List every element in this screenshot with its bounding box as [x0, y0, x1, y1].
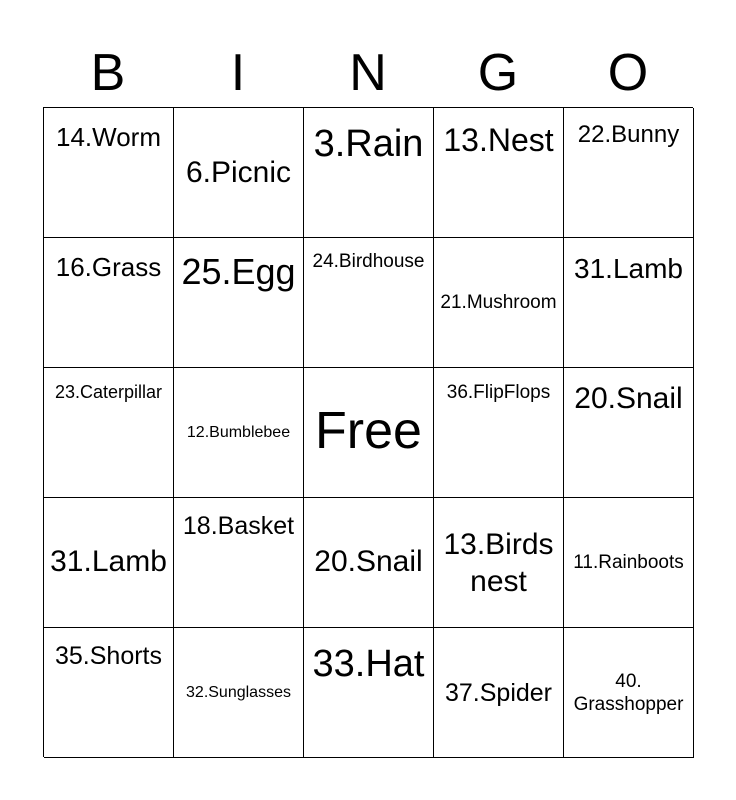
- cell-label: 32.Sunglasses: [186, 684, 291, 701]
- bingo-cell: [174, 628, 304, 758]
- bingo-board: [43, 107, 693, 757]
- bingo-cell: [174, 238, 304, 368]
- bingo-header: [43, 42, 693, 104]
- bingo-cell: [174, 368, 304, 498]
- cell-label: 31.Lamb: [574, 253, 683, 284]
- cell-label: 22.Bunny: [577, 121, 680, 148]
- cell-label: 13.Nest: [443, 122, 554, 158]
- bingo-cell: [434, 368, 564, 498]
- bingo-cell: [44, 498, 174, 628]
- cell-label: 31.Lamb: [50, 545, 167, 578]
- cell-label: 6.Picnic: [185, 156, 292, 189]
- cell-label: 14.Worm: [56, 122, 161, 152]
- cell-label: 13.Birds nest: [443, 528, 554, 598]
- cell-label: 25.Egg: [181, 251, 296, 292]
- free-space: [304, 368, 434, 498]
- cell-label: 20.Snail: [574, 382, 683, 415]
- cell-label: 40. Grasshopper: [573, 671, 684, 715]
- bingo-cell: [434, 108, 564, 238]
- bingo-cell: [44, 628, 174, 758]
- cell-label: 20.Snail: [314, 545, 423, 578]
- bingo-cell: [434, 498, 564, 628]
- bingo-cell: [564, 238, 694, 368]
- cell-label: 21.Mushroom: [440, 292, 557, 313]
- bingo-cell: [564, 108, 694, 238]
- cell-label: 33.Hat: [312, 643, 425, 685]
- header-letter-i: I: [230, 44, 246, 102]
- bingo-cell: [174, 108, 304, 238]
- bingo-cell: [174, 498, 304, 628]
- cell-label: 24.Birdhouse: [312, 251, 425, 272]
- header-letter-b: B: [90, 44, 126, 102]
- bingo-cell: [44, 238, 174, 368]
- cell-label: 16.Grass: [55, 252, 162, 282]
- cell-label: 36.FlipFlops: [446, 382, 551, 403]
- bingo-cell: [564, 368, 694, 498]
- bingo-cell: [434, 238, 564, 368]
- cell-label: 37.Spider: [444, 679, 553, 707]
- cell-label: 23.Caterpillar: [54, 382, 163, 402]
- bingo-cell: [304, 498, 434, 628]
- cell-label: 11.Rainboots: [573, 552, 684, 573]
- header-letter-g: G: [477, 44, 519, 102]
- cell-label: 18.Basket: [182, 512, 295, 540]
- bingo-cell: [44, 108, 174, 238]
- bingo-cell: [564, 628, 694, 758]
- bingo-cell: [304, 238, 434, 368]
- cell-label: 35.Shorts: [54, 642, 162, 670]
- header-letter-n: N: [349, 44, 387, 102]
- bingo-cell: [44, 368, 174, 498]
- bingo-cell: [304, 628, 434, 758]
- free-space-label: Free: [315, 402, 422, 460]
- bingo-cell: [434, 628, 564, 758]
- bingo-cell: [564, 498, 694, 628]
- bingo-cell: [304, 108, 434, 238]
- header-letter-o: O: [607, 44, 649, 102]
- cell-label: 3.Rain: [313, 123, 424, 165]
- cell-label: 12.Bumblebee: [186, 424, 291, 441]
